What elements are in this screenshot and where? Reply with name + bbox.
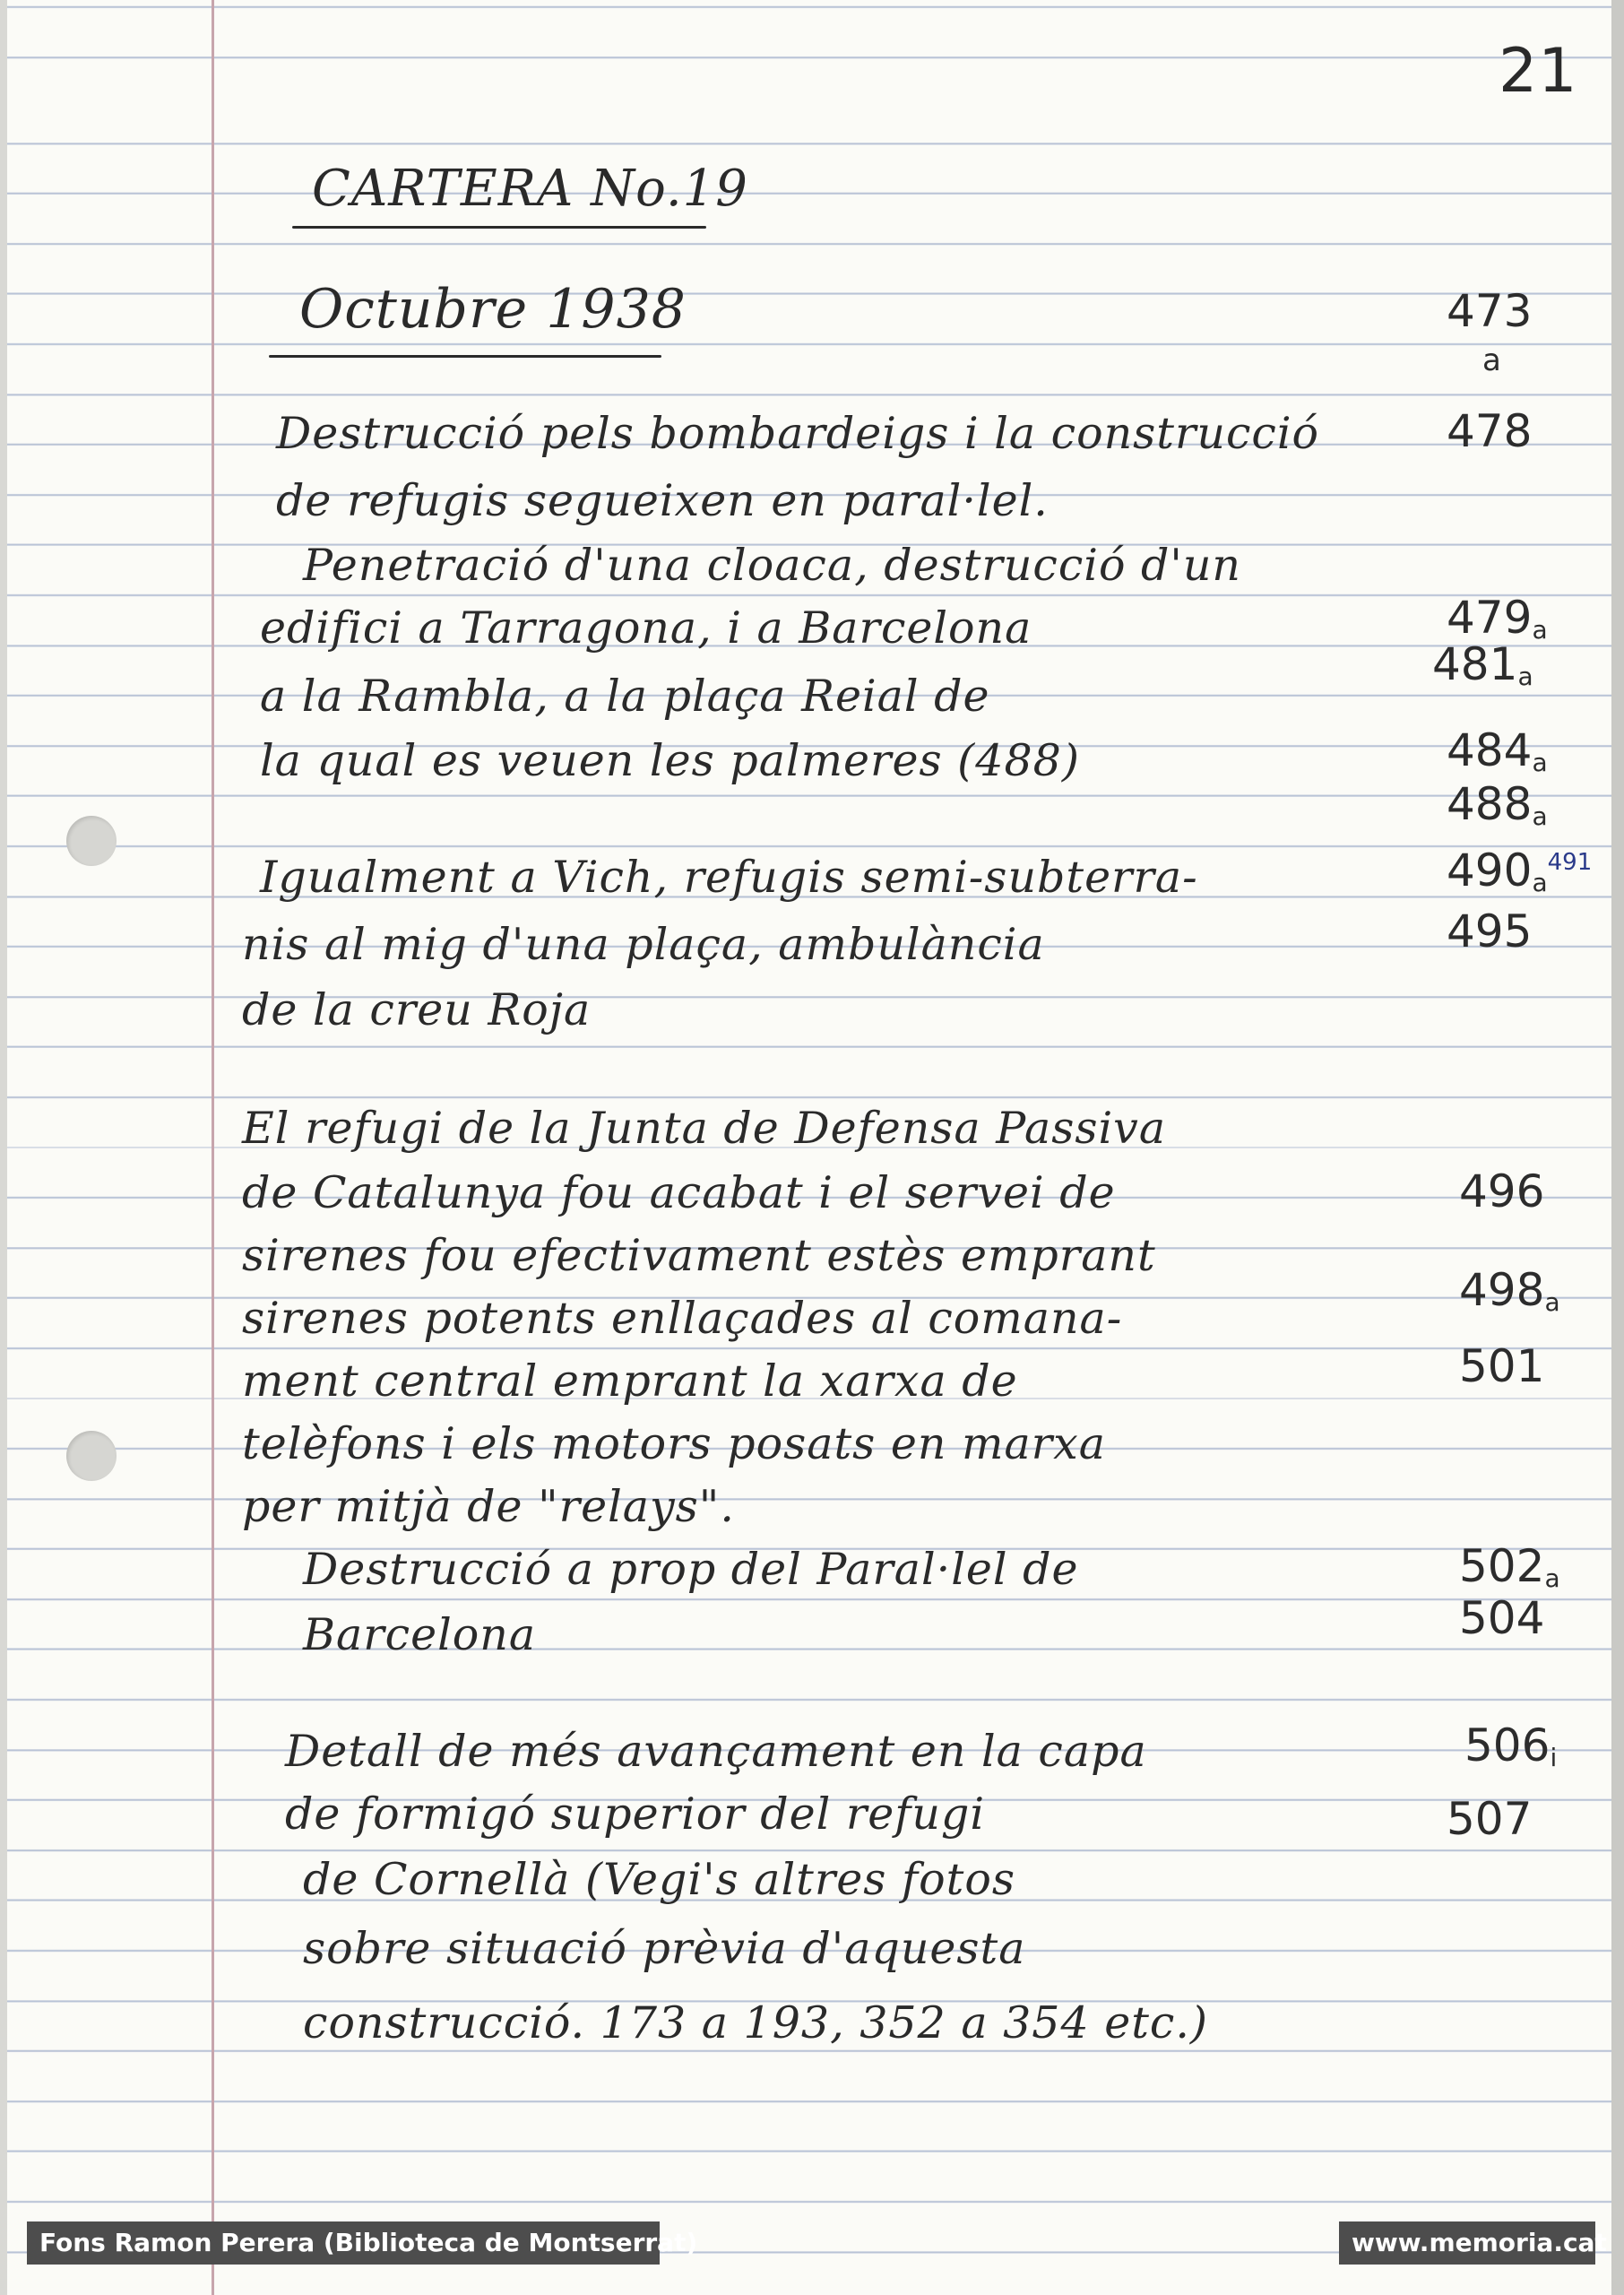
punch-hole [66,1431,117,1481]
text-line: Destrucció a prop del Paral·lel de [303,1544,1079,1595]
date-underline [269,355,661,358]
photo-number: 507 [1447,1793,1533,1845]
text-line: El refugi de la Junta de Defensa Passiva [242,1103,1167,1154]
text-line: sirenes fou efectivament estès emprant [242,1230,1156,1281]
text-line: construcció. 173 a 193, 352 a 354 etc.) [303,1997,1209,2048]
photo-number: 496 [1459,1165,1545,1217]
text-line: Detall de més avançament en la capa [285,1726,1147,1777]
photo-number: 473 [1447,285,1533,337]
text-line: de formigó superior del refugi [285,1788,986,1840]
photo-number: a [1482,342,1501,378]
photo-number: 479a [1447,592,1548,645]
photo-number: 488a [1447,778,1548,831]
text-line: la qual es veuen les palmeres (488) [260,735,1080,786]
date-heading: Octubre 1938 [299,278,687,341]
photo-number: 484a [1447,724,1548,777]
text-line: Barcelona [303,1609,537,1660]
text-line: Penetració d'una cloaca, destrucció d'un [303,540,1241,591]
photo-number: 502a [1459,1540,1560,1593]
text-line: sobre situació prèvia d'aquesta [303,1923,1026,1974]
text-line: per mitjà de "relays". [242,1481,735,1532]
text-line: de refugis segueixen en paral·lel. [276,475,1049,526]
website-label[interactable]: www.memoria.cat [1339,2221,1595,2265]
heading-underline [292,226,706,229]
text-line: de Cornellà (Vegi's altres fotos [303,1854,1015,1905]
text-line: Igualment a Vich, refugis semi-subterra- [260,852,1198,903]
photo-number: 478 [1447,405,1533,457]
text-line: Destrucció pels bombardeigs i la construcció [276,408,1320,459]
photo-number: $490a^{491}$ [1447,844,1593,897]
page-number: 21 [1499,36,1578,107]
photo-number: 501 [1459,1340,1545,1392]
photo-number: 481a [1432,638,1533,691]
text-line: sirenes potents enllaçades al comana- [242,1293,1123,1344]
photo-number: 504 [1459,1592,1545,1644]
photo-number: 506i [1464,1719,1558,1772]
text-line: telèfons i els motors posats en marxa [242,1418,1106,1469]
text-line: a la Rambla, a la plaça Reial de [260,671,990,722]
photo-number: 498a [1459,1264,1560,1317]
punch-hole [66,816,117,866]
source-label: Fons Ramon Perera (Biblioteca de Montserrat) [27,2221,660,2265]
text-line: ment central emprant la xarxa de [242,1355,1018,1407]
text-line: nis al mig d'una plaça, ambulància [242,919,1045,970]
photo-number: 495 [1447,905,1533,957]
text-line: de Catalunya fou acabat i el servei de [242,1167,1116,1218]
heading: CARTERA No.19 [312,160,748,218]
text-line: edifici a Tarragona, i a Barcelona [260,602,1032,654]
text-line: de la creu Roja [242,984,592,1035]
margin-line [212,0,214,2295]
